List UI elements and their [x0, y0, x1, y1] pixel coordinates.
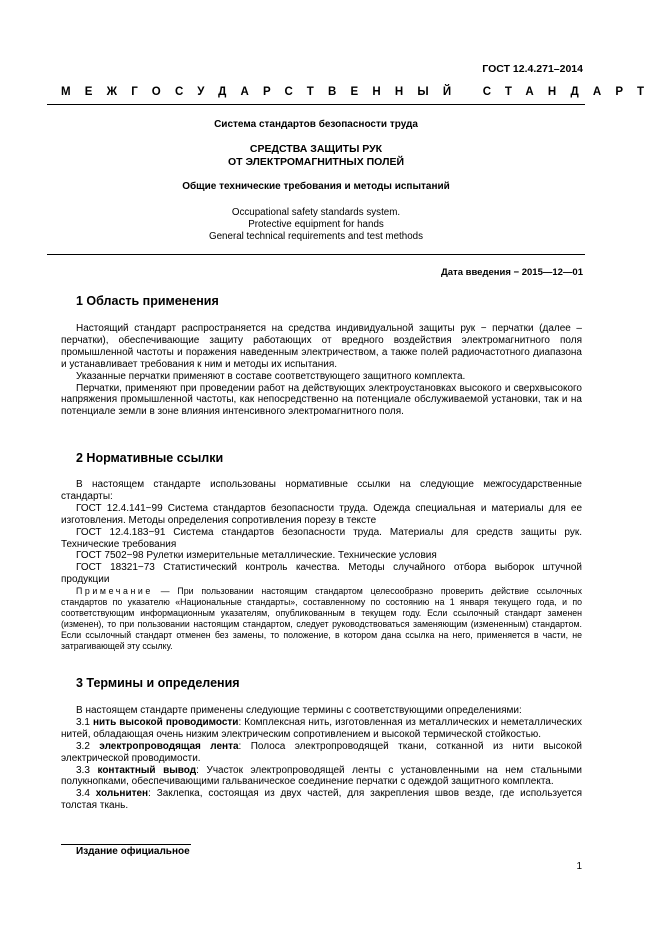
section-1-paragraph: Настоящий стандарт распространяется на средства индивидуальной защиты рук − перчатки (далее – перчатки), обеспечивающие защиту работающих от вредного воздействия электромагнитного поля промышленной частоты и поражения наведенным электричеством, а также полей радиочастотного диапазона и устанавливает требования к ним и методы их испытания. — [61, 323, 582, 370]
section-2-heading: 2 Нормативные ссылки — [76, 451, 224, 465]
term-definition — [61, 741, 582, 765]
english-title-line-3: General technical requirements and test methods — [208, 231, 423, 242]
normative-reference: ГОСТ 12.4.141−99 Система стандартов безопасности труда. Одежда специальная и материалы для ее изготовления. Методы определения сопротивления порезу в тексте — [61, 502, 582, 526]
section-3-body — [61, 705, 582, 812]
normative-reference: ГОСТ 7502−98 Рулетки измерительные металлические. Технические условия — [76, 550, 437, 562]
gost-number: ГОСТ 12.4.271–2014 — [482, 63, 583, 75]
page-number: 1 — [576, 861, 582, 872]
standard-banner: МЕЖГОСУДАРСТВЕННЫЙ СТАНДАРТ — [61, 86, 659, 98]
document-title — [47, 143, 585, 169]
normative-reference: ГОСТ 18321−73 Статистический контроль качества. Методы случайного отбора выборок штучной продукции — [61, 562, 582, 586]
term-definition — [61, 788, 582, 812]
header-rule — [47, 104, 585, 105]
term-number: 3.2 — [76, 740, 100, 752]
english-title-line-2: Protective equipment for hands — [248, 219, 384, 230]
normative-reference: ГОСТ 12.4.183−91 Система стандартов безопасности труда. Материалы для средств защиты рук. Технические требования — [61, 526, 582, 550]
title-rule — [47, 254, 585, 255]
section-2-body — [61, 479, 582, 652]
document-subtitle: Общие технические требования и методы испытаний — [182, 181, 450, 192]
section-1-paragraph: Указанные перчатки применяют в составе соответствующего защитного комплекта. — [76, 370, 466, 382]
section-2-paragraph: В настоящем стандарте использованы нормативные ссылки на следующие межгосударственные стандарты: — [61, 479, 582, 502]
standards-system-title: Система стандартов безопасности труда — [214, 119, 418, 130]
term-text: : Участок электропроводящей ленты с установленными на нем стальными полукнопками, обеспечивающими гальваническое соединение перчатки с одеждой защитного комплекта. — [61, 764, 582, 788]
term-number: 3.3 — [76, 764, 98, 776]
section-1-heading: 1 Область применения — [76, 294, 219, 308]
term-name: нить высокой проводимости — [92, 716, 239, 728]
term-text: : Заклепка, состоящая из двух частей, для закрепления швов везде, где используется толстая ткань. — [61, 788, 582, 812]
term-definition — [61, 765, 582, 789]
term-name: электропроводящая лента — [99, 740, 239, 752]
section-3-paragraph: В настоящем стандарте применены следующие термины с соответствующими определениями: — [76, 705, 522, 716]
term-number: 3.1 — [76, 716, 93, 728]
section-1-body — [61, 323, 582, 418]
english-title-line-1: Occupational safety standards system. — [231, 207, 401, 218]
document-title-line-1: СРЕДСТВА ЗАЩИТЫ РУК — [249, 143, 383, 155]
english-title — [47, 207, 585, 243]
term-number: 3.4 — [76, 788, 96, 800]
note-text: — При пользовании настоящим стандартом целесообразно проверить действие ссылочных стандартов по указателю «Национальные стандарты», составленному по состоянию на 1 января текущего года, и по соответствующим информационным указателям, опубликованным в текущем году. Если ссылочный стандарт заменен (изменен), то при пользовании настоящим стандартом, следует руководствоваться заменяющим (измененным) стандартом. Если ссылочный стандарт отменен без замены, то положение, в котором дана ссылка на него, применяется в части, не затрагивающей эту ссылку. — [61, 586, 582, 651]
note-label: Примечание — [76, 586, 153, 597]
official-edition-label: Издание официальное — [76, 846, 190, 857]
term-definition — [61, 717, 582, 741]
section-1-paragraph: Перчатки, применяют при проведении работ на действующих электроустановках высокого и сверхвысокого напряжения промышленной частоты, как непосредственно на потенциале обслуживаемой установки, так и на потенциале земли в зоне влияния интенсивного электромагнитного поля. — [61, 382, 582, 418]
document-title-line-2: ОТ ЭЛЕКТРОМАГНИТНЫХ ПОЛЕЙ — [227, 156, 405, 168]
footnote-rule — [61, 844, 191, 845]
introduction-date: Дата введения − 2015—12—01 — [441, 267, 583, 278]
term-text: : Полоса электропроводящей ткани, сотканной из нити высокой электрической проводимости. — [61, 740, 582, 764]
term-text: : Комплексная нить, изготовленная из металлических и неметаллических нитей, обладающая очень низким электрическим сопротивлением и высокой термической стойкостью. — [61, 716, 582, 740]
section-2-note — [61, 586, 582, 651]
term-name: хольнитен — [95, 788, 149, 800]
term-name: контактный вывод — [97, 764, 197, 776]
section-3-heading: 3 Термины и определения — [76, 676, 240, 690]
